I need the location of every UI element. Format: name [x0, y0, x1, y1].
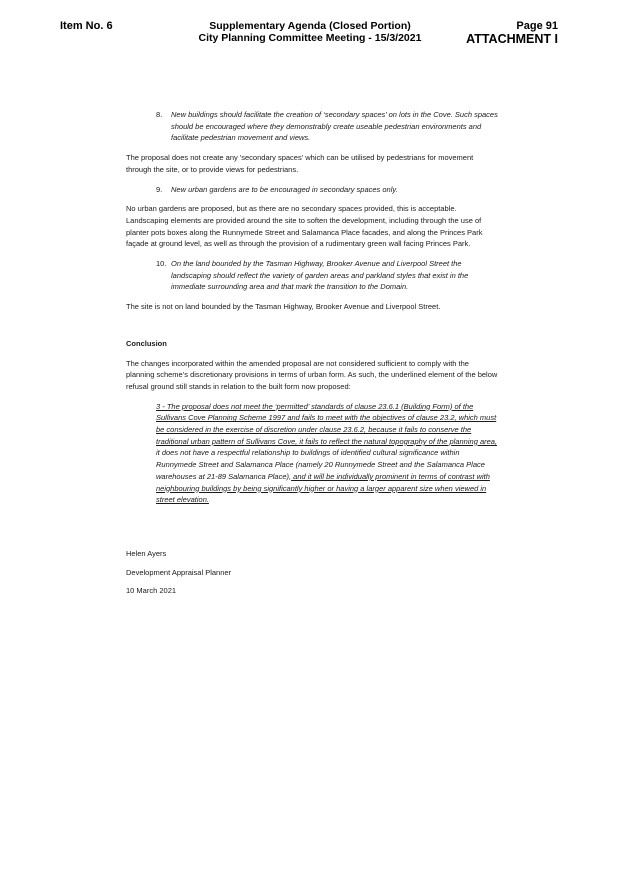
meeting-title: City Planning Committee Meeting - 15/3/2021 [198, 32, 422, 44]
header-right [466, 20, 558, 46]
attachment-label: ATTACHMENT I [466, 32, 558, 46]
list-number: 10. [156, 259, 167, 269]
paragraph: The changes incorporated within the amended proposal are not considered sufficient to comply with the planning scheme’s discretionary provisions in terms of urban form. As such, the underlined element of the below refusal ground still stands in relation to the built form now proposed: [126, 358, 498, 391]
list-text: On the land bounded by the Tasman Highway, Brooker Avenue and Liverpool Street the landscaping should reflect the variety of garden areas and parkland styles that exist in the immediate surrounding area and that mark the transition to the Domain. [171, 259, 469, 292]
list-item-9 [126, 184, 498, 196]
agenda-title: Supplementary Agenda (Closed Portion) [209, 20, 411, 32]
refusal-underlined-part: 3 - The proposal does not meet the ‘permitted’ standards of clause 23.6.1 (Building Form) of the Sullivans Cove Planning Scheme 1997 and fails to meet with the objectives of clause 23.2, which must be considered in the exercise of discretion under clause 23.6.2, because it fails to conserve the traditional urban pattern of Sullivans Cove, it fails to reflect the natural topography of the planning area, [156, 401, 498, 446]
paragraph: The site is not on land bounded by the Tasman Highway, Brooker Avenue and Liverpool Street. [126, 302, 441, 312]
document-body [126, 109, 498, 597]
refusal-underlined-part: and it will be individually prominent in terms of contrast with neighbouring buildings by being significantly higher or having a larger apparent size when viewed in street elevation. [156, 471, 490, 505]
list-number: 9. [156, 184, 163, 194]
paragraph: The proposal does not create any 'secondary spaces' which can be utilised by pedestrians for movement through the site, or to provide views for pedestrians. [126, 153, 474, 174]
paragraph: No urban gardens are proposed, but as there are no secondary spaces provided, this is acceptable. Landscaping elements are provided around the site to soften the development, including through the use of planter pots boxes along the Runnymede Street and Salamanca Place facades, and along the Princes Park façade at ground level, as well as through the provision of a rudimentary green wall facing Princes Park. [126, 204, 483, 249]
refusal-ground [126, 401, 498, 506]
conclusion-heading: Conclusion [126, 338, 167, 348]
list-item-10 [126, 258, 498, 293]
signoff-date: 10 March 2021 [126, 586, 177, 596]
page-number: Page 91 [516, 20, 558, 32]
header-center [160, 20, 460, 44]
list-text: New urban gardens are to be encouraged in secondary spaces only. [171, 184, 398, 194]
list-text: New buildings should facilitate the creation of ‘secondary spaces’ on lots in the Cove. Such spaces should be encouraged where they demonstrably create useable pedestrian environments and facilitate pedestrian movement and views. [171, 110, 498, 143]
refusal-plain-part: it does not have a respectful relationship to buildings of identified cultural significance within Runnymede Street and Salamanca Place (namely 20 Runnymede Street and the Salamanca Place warehouses at 21-89 Salamanca Place), [156, 448, 485, 481]
item-number: Item No. 6 [60, 20, 113, 32]
list-number: 8. [156, 110, 163, 119]
signoff-title: Development Appraisal Planner [126, 567, 232, 577]
list-item-8 [126, 109, 498, 144]
signoff-name: Helen Ayers [126, 548, 167, 558]
